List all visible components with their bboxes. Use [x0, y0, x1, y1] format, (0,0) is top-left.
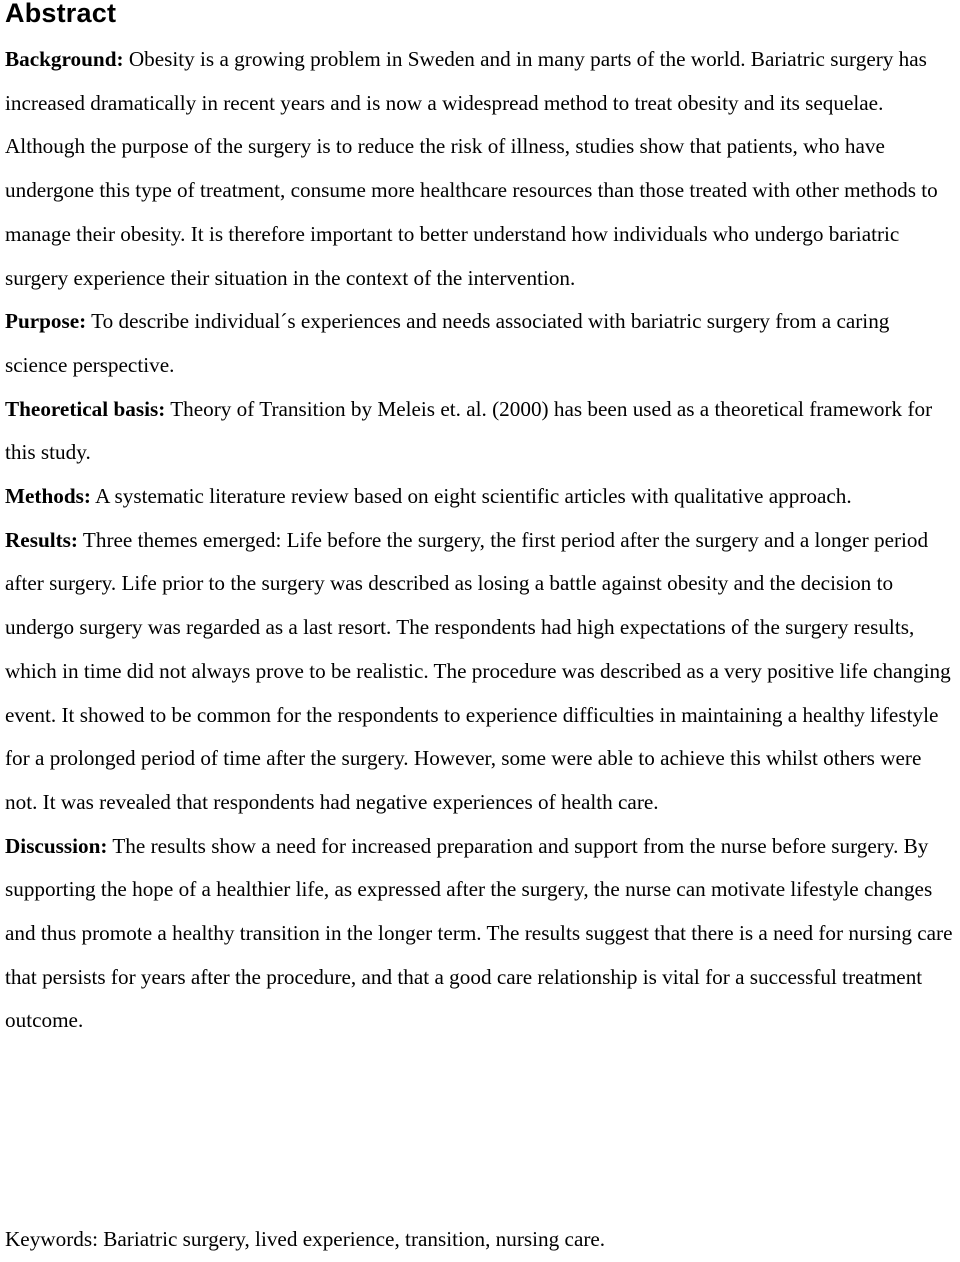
background-text: Obesity is a growing problem in Sweden and in many parts of the world. Bariatric surgery has increased dramatically in recent years and is now a widespread method to treat obesity and its sequelae. Although the purpose of the surgery is to reduce the risk of illness, studies show that patients, who have undergone this type of treatment, consume more healthcare resources than those treated with other methods to manage their obesity. It is therefore important to better understand how individuals who undergo bariatric surgery experience their situation in the context of the intervention. — [5, 47, 938, 290]
results-text: Three themes emerged: Life before the surgery, the first period after the surgery and a longer period after surgery. Life prior to the surgery was described as losing a battle against obesity and the decision to undergo surgery was regarded as a last resort. The respondents had high expectations of the surgery results, which in time did not always prove to be realistic. The procedure was described as a very positive life changing event. It showed to be common for the respondents to experience difficulties in maintaining a healthy lifestyle for a prolonged period of time after the surgery. However, some were able to achieve this whilst others were not. It was revealed that respondents had negative experiences of health care. — [5, 527, 951, 814]
theoretical-basis-text: Theory of Transition by Meleis et. al. (2000) has been used as a theoretical framework for this study. — [5, 396, 933, 465]
purpose-text: To describe individual´s experiences and needs associated with bariatric surgery from a caring science perspective. — [5, 309, 890, 377]
methods-text: A systematic literature review based on eight scientific articles with qualitative approach. — [95, 484, 852, 509]
discussion-label: Discussion: — [5, 833, 108, 858]
methods-paragraph — [5, 475, 957, 519]
background-label: Background: — [5, 47, 124, 71]
results-label: Results: — [5, 527, 78, 552]
discussion-paragraph — [5, 825, 957, 1044]
abstract-heading: Abstract — [5, 0, 117, 28]
results-paragraph — [5, 519, 957, 825]
abstract-body — [5, 38, 957, 1043]
abstract-page — [5, 0, 957, 1251]
background-paragraph — [5, 38, 957, 300]
methods-label: Methods: — [5, 484, 91, 509]
theoretical-basis-paragraph — [5, 388, 957, 475]
theoretical-basis-label: Theoretical basis: — [5, 396, 166, 421]
discussion-text: The results show a need for increased preparation and support from the nurse before surgery. By supporting the hope of a healthier life, as expressed after the surgery, the nurse can motivate lifestyle changes and thus promote a healthy transition in the longer term. The results suggest that there is a need for nursing care that persists for years after the procedure, and that a good care relationship is vital for a successful treatment outcome. — [5, 833, 953, 1033]
keywords-line: Keywords: Bariatric surgery, lived experience, transition, nursing care. — [5, 1227, 606, 1251]
purpose-label: Purpose: — [5, 309, 87, 334]
purpose-paragraph — [5, 300, 957, 387]
